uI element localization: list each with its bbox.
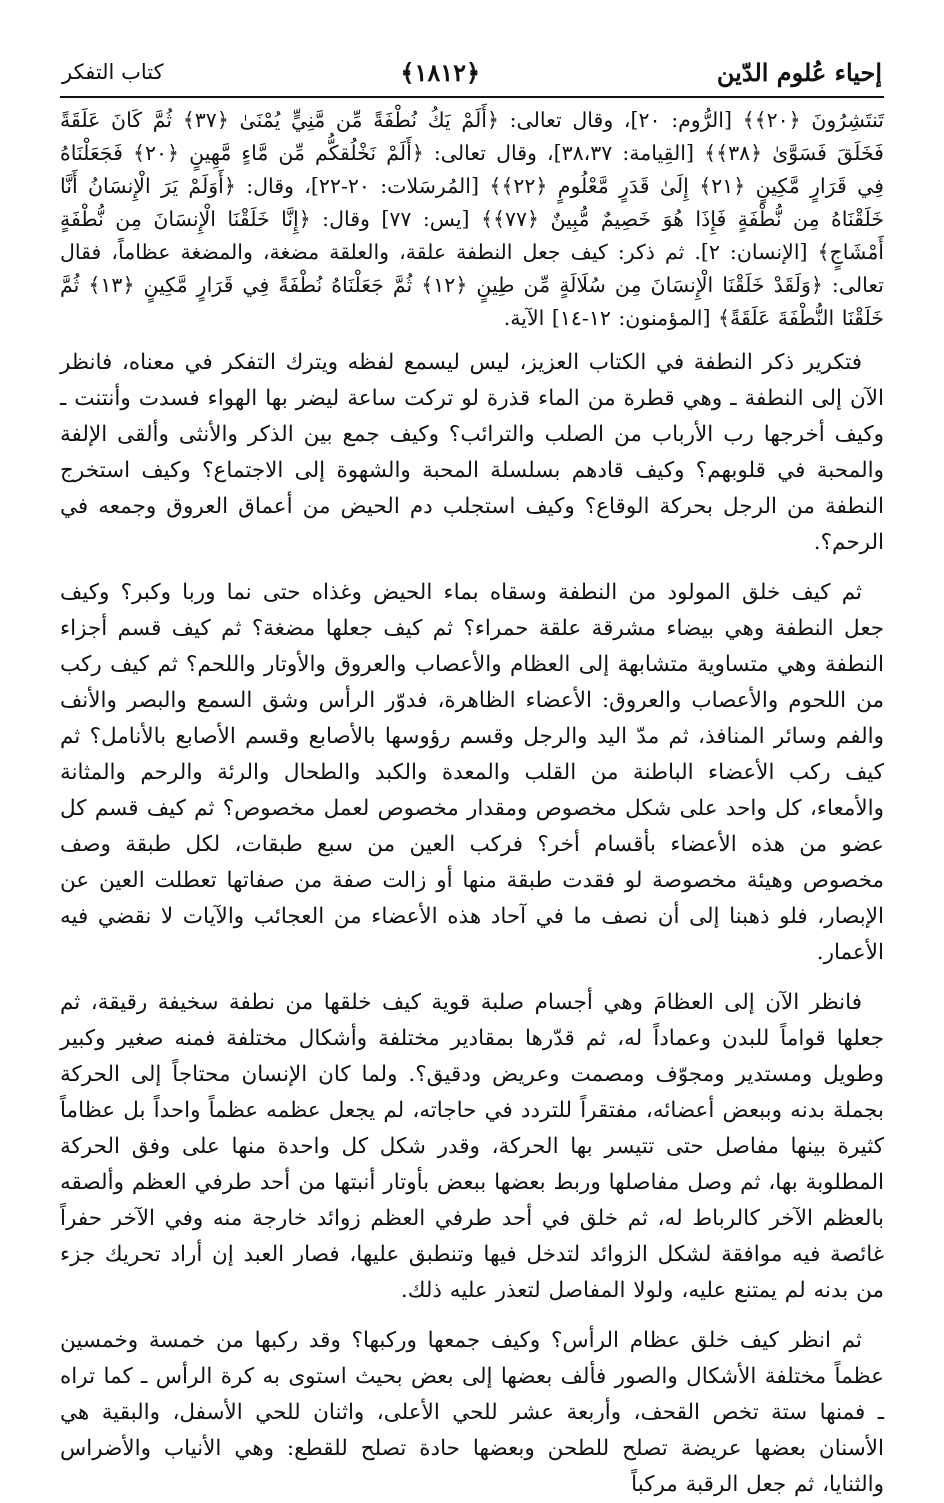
chapter-title: كتاب التفكر — [62, 60, 164, 84]
book-page — [60, 52, 885, 1497]
page-body — [60, 104, 884, 1503]
paragraph-bones: فانظر الآن إلى العظامَ وهي أجسام صلبة قوية كيف خلقها من نطفة سخيفة رقيقة، ثم جعلها قواماً للبدن وعماداً له، ثم قدّرها بمقادير مختلفة وأشكال مختلفة فمنه صغير وكبير وطويل ومستدير ومجوّف ومصمت وعريض ودقيق؟. ولما كان الإنسان محتاجاً إلى الحركة بجملة بدنه وببعض أعضائه، مفتقراً للتردد في حاجاته، لم يجعل عظمه عظماً واحداً بل عظاماً كثيرة بينها مفاصل حتى تتيسر بها الحركة، وقدر شكل كل واحدة منها على وفق الحركة المطلوبة بها، ثم وصل مفاصلها وربط بعضها ببعض بأوتار أنبتها من أحد طرفي العظم وألصقه بالعظم الآخر كالرباط له، ثم خلق في أحد طرفي العظم زوائد خارجة منه وفي الآخر حفراً غائصة فيه موافقة لشكل الزوائد لتدخل فيها وتنطبق عليها، فصار العبد إن أراد تحريك جزء من بدنه لم يمتنع عليه، ولولا المفاصل لتعذر عليه ذلك. — [60, 990, 884, 1303]
paragraph-nutfa: فتكرير ذكر النطفة في الكتاب العزيز، ليس ليسمع لفظه ويترك التفكر في معناه، فانظر الآن إلى النطفة ـ وهي قطرة من الماء قذرة لو تركت ساعة ليضر بها الهواء فسدت وأنتنت ـ وكيف أخرجها رب الأرباب من الصلب والترائب؟ وكيف جمع بين الذكر والأنثى وألقى الإلفة والمحبة في قلوبهم؟ وكيف قادهم بسلسلة المحبة والشهوة إلى الاجتماع؟ وكيف استخرج النطفة من الرجل بحركة الوقاع؟ وكيف استجلب دم الحيض من أعماق العروق وجمعه في الرحم؟. — [60, 350, 884, 555]
paragraph-skull: ثم انظر كيف خلق عظام الرأس؟ وكيف جمعها وركبها؟ وقد ركبها من خمسة وخمسين عظماً مختلفة الأشكال والصور فألف بعضها إلى بعض بحيث استوى به كرة الرأس ـ كما تراه ـ فمنها ستة تخص القحف، وأربعة عشر للحي الأعلى، واثنان للحي الأسفل، والبقية هي الأسنان بعضها عريضة تصلح للطحن وبعضها حادة تصلح للقطع: وهي الأنياب والأضراس والثنايا، ثم جعل الرقبة مركباً — [60, 1328, 884, 1497]
book-title: إحياء عُلوم الدّين — [716, 57, 882, 87]
page-number: ﴿١٨١٢﴾ — [400, 57, 481, 87]
paragraph-quran-verses: تَنتَشِرُونَ ﴿٢٠﴾﴾ [الرُّوم: ٢٠]، وقال تعالى: ﴿أَلَمْ يَكُ نُطْفَةً مِّن مَّنِيٍّ يُمْنَىٰ ﴿٣٧﴾ ثُمَّ كَانَ عَلَقَةً فَخَلَقَ فَسَوَّىٰ ﴿٣٨﴾﴾ [القِيامة: ٣٨،٣٧]، وقال تعالى: ﴿أَلَمْ نَخْلُقكُّم مِّن مَّاءٍ مَّهِينٍ ﴿٢٠﴾ فَجَعَلْنَاهُ فِي قَرَارٍ مَّكِينٍ ﴿٢١﴾ إِلَىٰ قَدَرٍ مَّعْلُومٍ ﴿٢٢﴾﴾ [المُرسَلات: ٢٠-٢٢]، وقال: ﴿أَوَلَمْ يَرَ الْإِنسَانُ أَنَّا خَلَقْنَاهُ مِن نُّطْفَةٍ فَإِذَا هُوَ خَصِيمٌ مُّبِينٌ ﴿٧٧﴾﴾ [يس: ٧٧] وقال: ﴿إِنَّا خَلَقْنَا الْإِنسَانَ مِن نُّطْفَةٍ أَمْشَاجٍ﴾ [الإنسان: ٢]. ثم ذكر: كيف جعل النطفة علقة، والعلقة مضغة، والمضغة عظاماً، فقال تعالى: ﴿وَلَقَدْ خَلَقْنَا الْإِنسَانَ مِن سُلَالَةٍ مِّن طِينٍ ﴿١٢﴾ ثُمَّ جَعَلْنَاهُ نُطْفَةً فِي قَرَارٍ مَّكِينٍ ﴿١٣﴾ ثُمَّ خَلَقْنَا النُّطْفَةَ عَلَقَةً﴾ [المؤمنون: ١٢-١٤] الآية. — [60, 108, 885, 330]
paragraph-creation-stages: ثم كيف خلق المولود من النطفة وسقاه بماء الحيض وغذاه حتى نما وربا وكبر؟ وكيف جعل النطفة وهي بيضاء مشرقة علقة حمراء؟ ثم كيف جعلها مضغة؟ ثم كيف قسم أجزاء النطفة وهي متساوية متشابهة إلى العظام والأعصاب والعروق والأوتار واللحم؟ ثم كيف ركب من اللحوم والأعصاب والعروق: الأعضاء الظاهرة، فدوّر الرأس وشق السمع والبصر والأنف والفم وسائر المنافذ، ثم مدّ اليد والرجل وقسم رؤوسها بالأصابع وقسم الأصابع بالأنامل؟ ثم كيف ركب الأعضاء الباطنة من القلب والمعدة والكبد والطحال والرئة والرحم والمثانة والأمعاء، كل واحد على شكل مخصوص ومقدار مخصوص لعمل مخصوص؟ ثم كيف قسم كل عضو من هذه الأعضاء بأقسام أخر؟ فركب العين من سبع طبقات، لكل طبقة وصف مخصوص وهيئة مخصوصة لو فقدت طبقة منها أو زالت صفة من صفاتها تعطلت العين عن الإبصار، فلو ذهبنا إلى أن نصف ما في آحاد هذه الأعضاء من العجائب والآيات لا نقضي فيه الأعمار. — [60, 580, 884, 965]
running-header — [60, 52, 884, 98]
